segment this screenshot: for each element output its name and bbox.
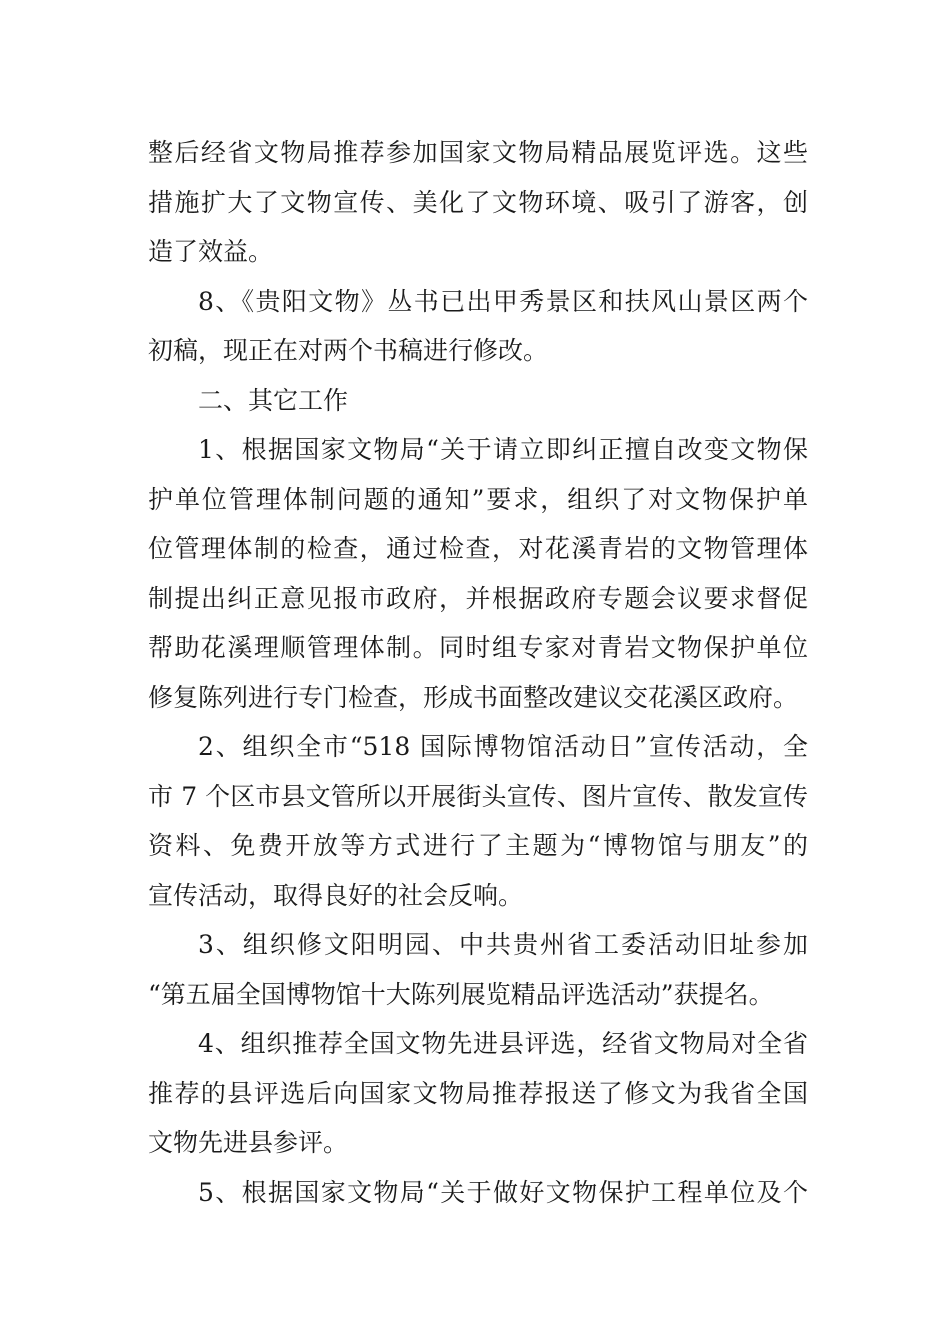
paragraph-line: 4、组织推荐全国文物先进县评选，经省文物局对全省 xyxy=(198,1029,808,1058)
paragraph-line: 护单位管理体制问题的通知”要求，组织了对文物保护单 xyxy=(148,484,808,514)
paragraph-line: 造了效益。 xyxy=(148,237,274,266)
paragraph-line: 初稿，现正在对两个书稿进行修改。 xyxy=(148,336,549,365)
paragraph-line: 修复陈列进行专门检查，形成书面整改建议交花溪区政府。 xyxy=(148,682,799,712)
paragraph-line: 8、《贵阳文物》丛书已出甲秀景区和扶风山景区两个 xyxy=(198,286,808,316)
paragraph-line: 推荐的县评选后向国家文物局推荐报送了修文为我省全国 xyxy=(148,1078,808,1108)
paragraph-line: 2、组织全市“518 国际博物馆活动日”宣传活动，全 xyxy=(198,732,808,761)
paragraph-line: 制提出纠正意见报市政府，并根据政府专题会议要求督促 xyxy=(148,583,808,613)
paragraph-line: 位管理体制的检查，通过检查，对花溪青岩的文物管理体 xyxy=(148,534,808,563)
paragraph-line: 措施扩大了文物宣传、美化了文物环境、吸引了游客，创 xyxy=(148,187,808,217)
paragraph-line: 5、根据国家文物局“关于做好文物保护工程单位及个 xyxy=(198,1177,808,1207)
paragraph-line: 1、根据国家文物局“关于请立即纠正擅自改变文物保 xyxy=(198,435,808,464)
paragraph-line: 文物先进县参评。 xyxy=(148,1128,349,1157)
paragraph-line: 3、组织修文阳明园、中共贵州省工委活动旧址参加 xyxy=(198,930,808,959)
paragraph-line: 宣传活动，取得良好的社会反响。 xyxy=(148,880,524,910)
paragraph-line: 资料、免费开放等方式进行了主题为“博物馆与朋友”的 xyxy=(148,831,808,860)
section-heading: 二、其它工作 xyxy=(198,385,349,415)
document-body xyxy=(148,128,808,1217)
paragraph-line: 整后经省文物局推荐参加国家文物局精品展览评选。这些 xyxy=(148,138,808,167)
paragraph-line: 帮助花溪理顺管理体制。同时组专家对青岩文物保护单位 xyxy=(148,633,808,662)
paragraph-line: 市 7 个区市县文管所以开展街头宣传、图片宣传、散发宣传 xyxy=(148,781,808,811)
paragraph-line: “第五届全国博物馆十大陈列展览精品评选活动”获提名。 xyxy=(148,979,774,1009)
